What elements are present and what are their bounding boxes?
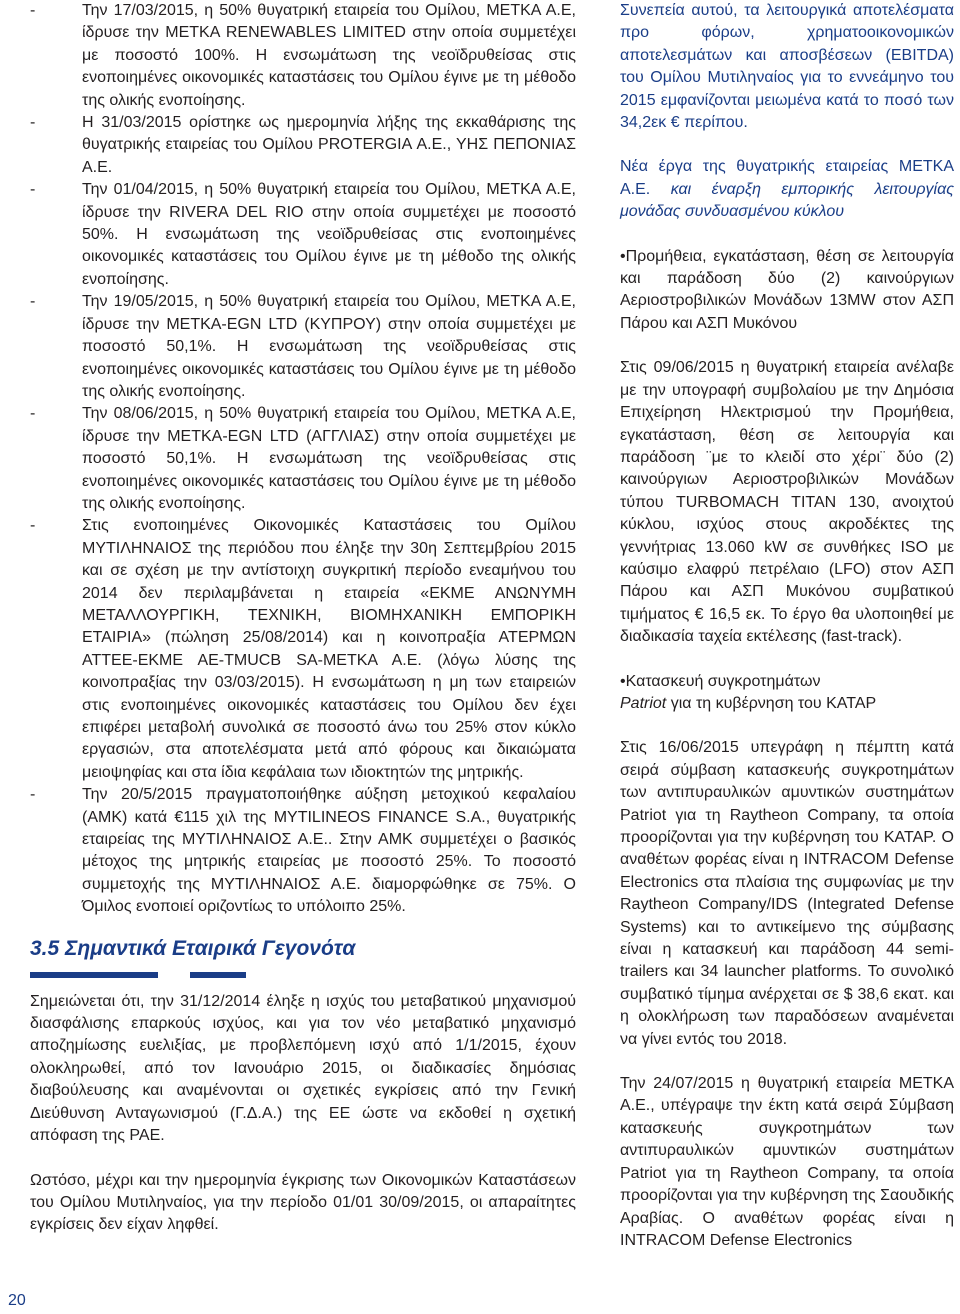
bullet-item: [620, 671, 954, 716]
list-item-text: Η 31/03/2015 ορίστηκε ως ημερομηνία λήξης της εκκαθάρισης της θυγατρικής εταιρείας του Ομίλου PROTERGIA Α.Ε., ΥΗΣ ΠΕΠΟΝΙΑΣ Α.Ε.: [82, 114, 576, 176]
list-item-text: Την 17/03/2015, η 50% θυγατρική εταιρεία του Ομίλου, ΜΕΤΚΑ Α.Ε, ίδρυσε την ΜΕΤΚΑ RENEWABLES LIMITED στην οποία συμμετέχει με ποσοστό 100%. Η ενσωμάτωση της νεοϊδρυθείσας στις ενοποιημένες οικονομικές καταστάσεις του Ομίλου έγινε με τη μέθοδο της ολικής ενοποίησης.: [82, 2, 576, 109]
underline-bar: [190, 972, 246, 978]
underline-bar: [30, 972, 158, 978]
list-item: [30, 291, 576, 403]
list-item-text: Την 19/05/2015, η 50% θυγατρική εταιρεία του Ομίλου, ΜΕΤΚΑ Α.Ε, ίδρυσε την ΜΕΤΚΑ-EGN LTD (ΚΥΠΡΟΥ) στην οποία συμμετέχει με ποσοστό 50,1%. Η ενσωμάτωση της νεοϊδρυθείσας στις ενοποιημένες οικονομικές καταστάσεις του Ομίλου έγινε με τη μέθοδο της ολικής ενοποίησης.: [82, 293, 576, 400]
list-item-text: Την 20/5/2015 πραγματοποιήθηκε αύξηση μετοχικού κεφαλαίου (ΑΜΚ) κατά €115 χιλ της MYTILINEOS FINANCE S.A., θυγατρικής εταιρείας της ΜΥΤΙΛΗΝΑΙΟΣ Α.Ε.. Στην ΑΜΚ συμμετέχει ο βασικός μέτοχος της μητρικής εταιρείας με ποσοστό 25%. Το ποσοστό συμμετοχής της ΜΥΤΙΛΗΝΑΙΟΣ Α.Ε. διαμορφώθηκε σε 75%. Ο Όμιλος ενοποιεί οριζοντίως το υπόλοιπο 25%.: [82, 786, 576, 916]
subheading: [620, 156, 954, 223]
bullet-icon: •: [620, 247, 626, 265]
right-column: [620, 0, 954, 1252]
list-item: [30, 179, 576, 291]
list-item: [30, 403, 576, 515]
list-item: [30, 515, 576, 784]
left-column: [30, 0, 576, 1237]
paragraph: Την 24/07/2015 η θυγατρική εταιρεία ΜΕΤΚΑ Α.Ε., υπέγραψε την έκτη κατά σειρά Σύμβαση κατασκευής συγκροτημάτων των αντιπυραυλικών αμυντικών συστημάτων Patriot για τη Raytheon Company, τα οποία προορίζονται για την κυβέρνηση της Σαουδικής Αραβίας. Ο αναθέτων φορέας είναι η INTRACOM Defense Electronics: [620, 1075, 954, 1249]
list-dash: -: [30, 517, 36, 535]
bullet-icon: •: [620, 672, 626, 690]
subheading-text: Νέα έργα της θυγατρικής εταιρείας ΜΕΤΚΑ Α.Ε.: [620, 158, 954, 198]
list-dash: -: [30, 181, 36, 199]
page-number: 20: [8, 1292, 26, 1309]
bullet-italic-text: Patriot: [620, 694, 667, 712]
paragraph: Στις 09/06/2015 η θυγατρική εταιρεία ανέλαβε με την υπογραφή συμβολαίου με την Δημόσια Επιχείρηση Ηλεκτρισμού την Προμήθεια, εγκατάσταση, θέση σε λειτουργία και παράδοση ¨με το κλειδί στο χέρι¨ δύο (2) καινούργιων Αεριοστροβιλικών Μονάδων τύπου TURBOMACH TITAN 130, ανοιχτού κύκλου, ισχύος στους ακροδέκτες της γεννήτριας 13.060 kW σε συνθήκες ISO με καύσιμο ελαφρύ πετρέλαιο (LFO) στον ΑΣΠ Πάρου και ΑΣΠ Μυκόνου συμβατικού τιμήματος € 16,5 εκ. Το έργο θα υλοποιηθεί με διαδικασία ταχεία εκτέλεσης (fast-track).: [620, 359, 954, 646]
paragraph: Σημειώνεται ότι, την 31/12/2014 έληξε η ισχύς του μεταβατικού μηχανισμού διασφάλισης επαρκούς ισχύος, και για τον νέο μεταβατικό μηχανισμό αποζημίωσης ευελιξίας, με προβλεπόμενη ισχύ από 1/1/2015, έχουν ολοκληρωθεί, από τον Ιανουάριο 2015, οι διαδικασίες δημόσιας διαβούλευσης και αναμένονται οι σχετικές εγκρίσεις από την Γενική Διεύθυνση Ανταγωνισμού (Γ.Δ.Α.) της ΕΕ ώστε να εκδοθεί η σχετική απόφαση της ΡΑΕ.: [30, 992, 576, 1145]
list-dash: -: [30, 293, 36, 311]
bullet-text: Κατασκευή συγκροτημάτων: [625, 672, 821, 690]
list-dash: -: [30, 2, 36, 19]
list-item: [30, 0, 576, 112]
list-dash: -: [30, 114, 36, 132]
list-dash: -: [30, 405, 36, 423]
paragraph: Στις 16/06/2015 υπεγράφη η πέμπτη κατά σειρά σύμβαση κατασκευής συγκροτημάτων των αντιπυραυλικών αμυντικών συστημάτων Patriot για τη Raytheon Company, τα οποία προορίζονται για την κυβέρνηση του ΚΑΤΑΡ. Ο αναθέτων φορέας είναι η INTRACOM Defense Electronics στα πλαίσια της συμφωνίας με την Raytheon Company/IDS (Integrated Defense Systems) και το αντικείμενο της σύμβασης είναι η κατασκευή και παράδοση 44 semi-trailers και 34 launcher platforms. Το συνολικό συμβατικό τίμημα ανέρχεται σε $ 38,6 εκατ. και η ολοκλήρωση των παραδόσεων αναμένεται να γίνει εντός του 2018.: [620, 739, 954, 1048]
bullet-text: Προμήθεια, εγκατάσταση, θέση σε λειτουργία και παράδοση δύο (2) καινούργιων Αεριοστροβιλικών Μονάδων 13MW στον ΑΣΠ Πάρου και ΑΣΠ Μυκόνου: [620, 247, 954, 332]
list-item: [30, 112, 576, 179]
section-title: 3.5 Σημαντικά Εταιρικά Γεγονότα: [30, 936, 356, 960]
bullet-text-rest: για τη κυβέρνηση του ΚΑΤΑΡ: [666, 694, 877, 712]
list-item-text: Την 08/06/2015, η 50% θυγατρική εταιρεία του Ομίλου, ΜΕΤΚΑ Α.Ε, ίδρυσε την ΜΕΤΚΑ-EGN LTD (ΑΓΓΛΙΑΣ) στην οποία συμμετέχει με ποσοστό 50,1%. Η ενσωμάτωση της νεοϊδρυθείσας στις ενοποιημένες οικονομικές καταστάσεις του Ομίλου έγινε με τη μέθοδο της ολικής ενοποίησης.: [82, 405, 576, 512]
list-item: [30, 784, 576, 918]
list-item-text: Στις ενοποιημένες Οικονομικές Καταστάσεις του Ομίλου ΜΥΤΙΛΗΝΑΙΟΣ της περιόδου που έληξε την 30η Σεπτεμβρίου 2015 και σε σχέση με την αντίστοιχη συγκριτική περίοδο ενεαμήνου του 2014 δεν περιλαμβάνεται η εταιρεία «ΕΚΜΕ ΑΝΩΝΥΜΗ ΜΕΤΑΛΛΟΥΡΓΙΚΗ, ΤΕΧΝΙΚΗ, ΒΙΟΜΗΧΑΝΙΚΗ ΕΜΠΟΡΙΚΗ ΕΤΑΙΡΙΑ» (πώληση 25/08/2014) και η κοινοπραξία ΑΤΕΡΜΩΝ ΑΤΤΕΕ-ΕΚΜΕ ΑΕ-TMUCB SA-ΜΕΤΚΑ Α.Ε. (λόγω λύσης της κοινοπραξίας την 03/03/2015). Η ενσωμάτωση η μη των εταιρειών στις ενοποιημένες οικονομικές καταστάσεις του Ομίλου δεν έχει επιφέρει μεταβολή συνολικά σε ποσοστό άνω του 25% στον κύκλο εργασιών, στα αποτελέσματα μετά από φόρους και δικαιώματα μειοψηφίας και στα ίδια κεφάλαια των ιδιοκτητών της μητρικής.: [82, 517, 576, 781]
list-dash: -: [30, 786, 36, 804]
paragraph: Ωστόσο, μέχρι και την ημερομηνία έγκρισης των Οικονομικών Καταστάσεων του Ομίλου Μυτιληναίος, για την περίοδο 01/01 30/09/2015, οι απαραίτητες εγκρίσεις δεν είχαν ληφθεί.: [30, 1171, 576, 1234]
bullet-item: [620, 246, 954, 336]
paragraph-highlight: Συνεπεία αυτού, τα λειτουργικά αποτελέσματα προ φόρων, χρηματοοικονομικών αποτελεσμάτων και αποσβέσεων (EBITDA) του Ομίλου Μυτιληναίος για το εννεάμηνο του 2015 εμφανίζονται μειωμένα κατά το ποσό των 34,2εκ € περίπου.: [620, 2, 954, 132]
subheading-italic-text: και έναρξη εμπορικής λειτουργίας μονάδας συνδυασμένου κύκλου: [620, 180, 954, 221]
section-underline: [30, 972, 576, 980]
list-item-text: Την 01/04/2015, η 50% θυγατρική εταιρεία του Ομίλου, ΜΕΤΚΑ Α.Ε, ίδρυσε την RIVERA DEL RIO στην οποία συμμετέχει με ποσοστό 50%. Η ενσωμάτωση της νεοϊδρυθείσας στις ενοποιημένες οικονομικές καταστάσεις του Ομίλου έγινε με τη μέθοδο της ολικής ενοποίησης.: [82, 181, 576, 288]
